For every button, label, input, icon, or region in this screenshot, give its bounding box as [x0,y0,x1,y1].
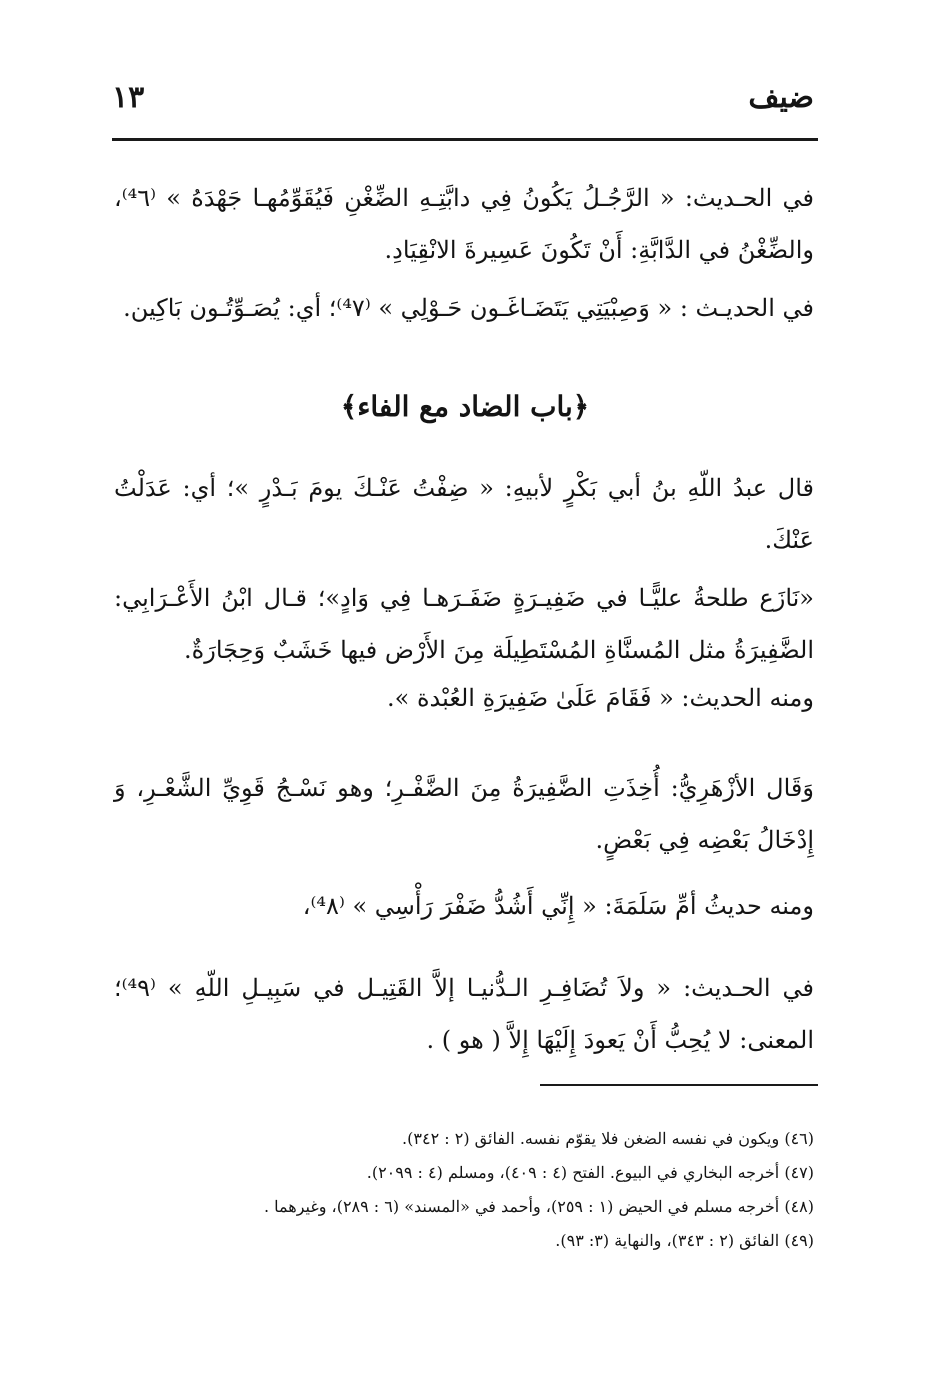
footnote-divider [540,1084,818,1086]
footnote-46: (٤٦) ويكون في نفسه الضغن فلا يقوّم نفسه. الفائق (٢ : ٣٤٢). [402,1129,814,1148]
footnote-49: (٤٩) الفائق (٢ : ٣٤٣)، والنهاية (٣: ٩٣). [555,1231,814,1250]
header-divider [112,138,818,141]
paragraph-hadith-daghn: في الحـديث: « الرَّجُـلُ يَكُونُ فِي دابَّتِـهِ الضِّغْنِ فَيُقَوِّمُهـا جَهْدَهُ » ⁽⁴٦⁾، والضِّغْنُ في الدَّابَّةِ: أَنْ تَكُونَ عَسِيرةَ الانْقِيَادِ. [114,184,814,264]
paragraph-faqama: ومنه الحديث: « فَقَامَ عَلَىٰ ضَفِيرَةِ العُبْدة ». [387,684,814,712]
footnote-48: (٤٨) أخرجه مسلم في الحيض (١ : ٢٥٩)، وأحمد في «المسند» (٦ : ٢٨٩)، وغيرهما . [263,1197,814,1216]
page-number: ١٣ [112,80,145,115]
section-title: ﴿باب الضاد مع الفاء﴾ [340,390,590,423]
paragraph-azhari: وَقَال الأزْهَرِيُّ: أُخِذَتِ الضَّفِيرَةُ مِنَ الضَّفْـرِ؛ وهو نَسْـجُ قَوِيِّ الشَّعْـرِ، وَ إِدْخَالُ بَعْضِه فِي بَعْضٍ. [114,774,814,854]
paragraph-tudafir: في الحـديث: « ولاَ تُضَافِـرِ الـدُّنيـا إلاَّ القَتِيـل في سَبِيـلِ اللّهِ » ⁽⁴٩⁾؛ المعنى: لا يُحِبُّ أَنْ يَعودَ إِلَيْهَا إِلاَّ ( هو ) . [114,974,814,1054]
paragraph-abdullah: قال عبدُ اللّهِ بنُ أبي بَكْرٍ لأبيهِ: « ضِفْتُ عَنْـكَ يومَ بَـدْرٍ »؛ أي: عَدَلْتُ عَنْكَ. [114,474,814,554]
paragraph-nazaa-talha: «نَازَع طلحةُ عليًّـا في ضَفِيـرَةٍ ضَفَـرَهـا فِي وَادٍ»؛ قـال ابْنُ الأَعْـرَابِي: الضَّفِيرَةُ مثل المُسنَّاةِ المُسْتَطِيلَة مِنَ الأَرْض فيها خَشَبٌ وَحِجَارَةٌ. [114,584,814,664]
paragraph-umm-salama: ومنه حديثُ أمِّ سَلَمَةَ: « إِنِّي أَشُدُّ ضَفْرَ رَأْسِي » ⁽⁴٨⁾، [302,892,814,920]
page-header-word: ضيف [748,80,814,115]
paragraph-hadith-sibyati: في الحديـث : « وَصِبْيَتِي يَتَضَـاغَـون حَـوْلِي » ⁽⁴٧⁾؛ أي: يُصَـوِّتُـون بَاكِين. [123,294,814,322]
footnote-47: (٤٧) أخرجه البخاري في البيوع. الفتح (٤ : ٤٠٩)، ومسلم (٤ : ٢٠٩٩). [366,1163,814,1182]
